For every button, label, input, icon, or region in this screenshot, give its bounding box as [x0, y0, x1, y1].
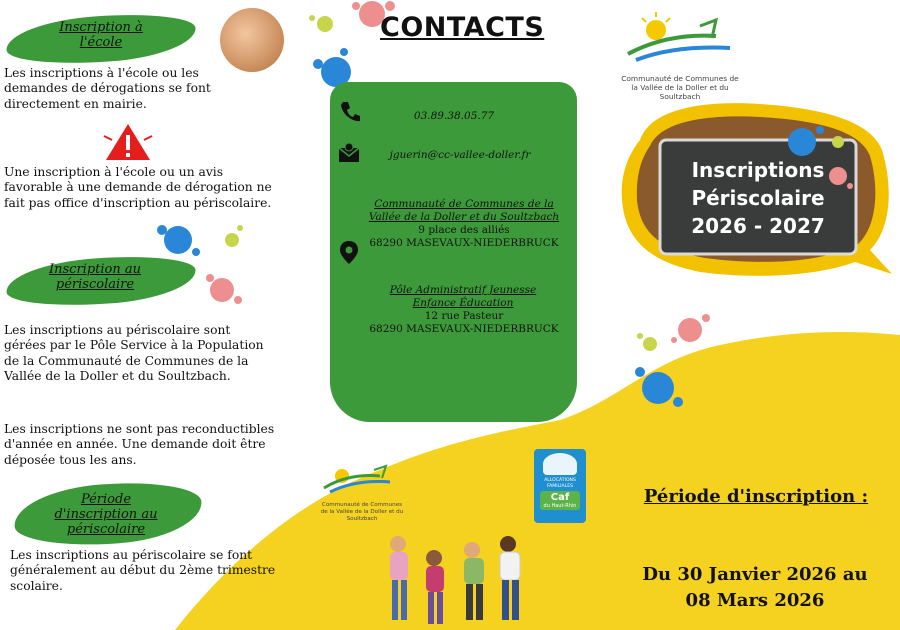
section3-text: Les inscriptions au périscolaire se font généralement au début du 2ème trimestre scolaire.: [10, 548, 276, 593]
cc-logo-bottom: [320, 458, 400, 498]
contacts-title: CONTACTS: [380, 12, 545, 43]
period-title: Période d'inscription :: [643, 486, 869, 507]
cc-logo-top: [620, 8, 740, 68]
phone-icon: [338, 100, 360, 124]
email-address[interactable]: jguerin@cc-vallee-doller.fr: [389, 149, 531, 161]
contacts-panel: [330, 82, 577, 422]
section2-text1: Les inscriptions au périscolaire sont gérées par le Pôle Service à la Population de la Communauté de Communes de la Vallée de la Doller et du Soultzbach.: [4, 323, 264, 384]
section2-title: Inscription au périscolaire: [49, 262, 141, 292]
caf-line1: ALLOCATIONS FAMILIALES: [544, 478, 576, 489]
splash-lime-board: [832, 136, 844, 148]
splash-lime-mid: [225, 225, 243, 247]
address1-street: 9 place des alliés: [418, 224, 510, 236]
email-icon: [338, 142, 360, 164]
children-photo: [220, 8, 284, 72]
period-dates-line1: Du 30 Janvier 2026 au: [642, 564, 868, 585]
caf-badge: [540, 491, 580, 510]
warning-icon: [102, 122, 154, 164]
period-dates: [624, 562, 886, 614]
location-pin-icon: [338, 240, 360, 266]
board-line3: 2026 - 2027: [691, 214, 825, 238]
section1-title: Inscription à l'école: [59, 20, 143, 50]
chalkboard-title: [662, 156, 854, 240]
running-children-image: [376, 532, 544, 630]
board-line1: Inscriptions: [691, 158, 825, 182]
child-3: [464, 542, 484, 620]
cc-logo-bottom-text: Communauté de Communes de la Vallée de la Doller et du Soultzbach: [320, 502, 404, 522]
address2-name: [378, 284, 548, 310]
address2-name-text: Pôle Administratif Jeunesse Enfance Éducation: [389, 284, 537, 309]
splash-blue-board: [788, 126, 824, 156]
caf-line2: Caf: [550, 492, 570, 503]
caf-family-icon: [543, 453, 577, 475]
phone-number[interactable]: 03.89.38.05.77: [413, 110, 495, 122]
section2-text2: Les inscriptions ne sont pas reconductibles d'année en année. Une demande doit être déposée tous les ans.: [4, 422, 275, 467]
splash-blue-mid: [157, 225, 200, 256]
section1-text1: Les inscriptions à l'école ou les demandes de dérogations se font directement en mairie.: [4, 66, 211, 111]
caf-line3: du Haut-Rhin: [543, 503, 577, 509]
cc-logo-top-text: Communauté de Communes de la Vallée de la Doller et du Soultzbach: [621, 74, 739, 101]
splash-lime-right: [637, 333, 657, 351]
splash-lime-top: [309, 15, 333, 32]
address2-city: 68290 MASEVAUX-NIEDERBRUCK: [369, 323, 559, 335]
address2-street: 12 rue Pasteur: [424, 310, 504, 322]
section3-title: Période d'inscription au périscolaire: [54, 492, 158, 537]
address1-name-text: Communauté de Communes de la Vallée de la Doller et du Soultzbach: [368, 198, 560, 223]
child-2: [426, 550, 444, 624]
splash-pink-right: [671, 314, 710, 343]
period-dates-line2: 08 Mars 2026: [685, 590, 825, 611]
caf-logo: [534, 449, 586, 523]
child-4: [500, 536, 520, 620]
splash-blue-right: [635, 367, 683, 407]
board-line2: Périscolaire: [691, 186, 825, 210]
child-1: [390, 536, 408, 620]
address1-city: 68290 MASEVAUX-NIEDERBRUCK: [369, 237, 559, 249]
splash-pink-mid: [206, 274, 242, 304]
section1-text2: Une inscription à l'école ou un avis favorable à une demande de dérogation ne fait pas office d'inscription au périscolaire.: [4, 165, 272, 210]
address1-name: [364, 198, 564, 224]
